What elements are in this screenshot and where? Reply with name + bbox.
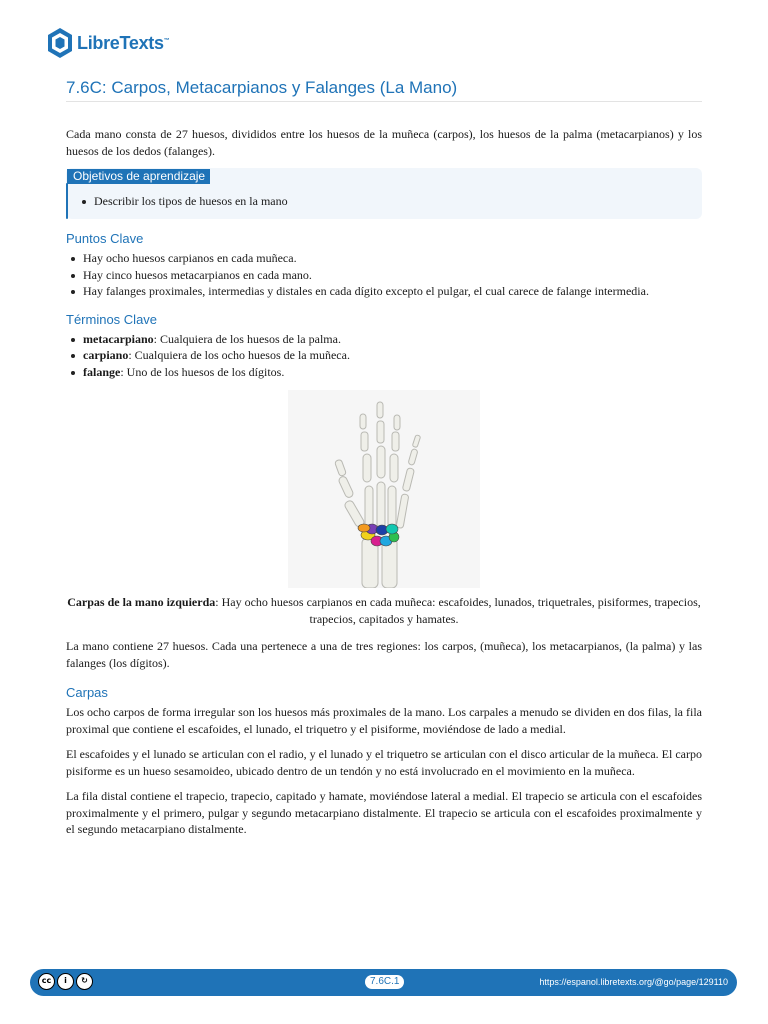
key-points-heading: Puntos Clave: [66, 231, 144, 246]
term: falange: [83, 364, 121, 379]
carpas-heading: Carpas: [66, 685, 108, 700]
caption-text: : Hay ocho huesos carpianos en cada muñeca: escafoides, lunados, triquetrales, pisiformes, trapecios, trapecios, capitados y hamates.: [215, 595, 701, 626]
hand-skeleton-figure: [288, 390, 480, 588]
sa-icon: ↻: [76, 973, 93, 990]
term: metacarpiano: [83, 331, 154, 346]
cc-icon: cc: [38, 973, 55, 990]
main-content: [66, 126, 702, 847]
page-number: 7.6C.1: [365, 975, 404, 989]
carpas-paragraph: El escafoides y el lunado se articulan con el radio, y el lunado y el triquetro se articulan con el disco articular de la muñeca. El carpo pisiforme es un hueso sesamoideo, ubicado dentro de un tendón y no está involucrado en el movimiento en la muñeca.: [66, 747, 702, 778]
figure-caption: [66, 594, 702, 627]
page-url-link[interactable]: https://espanol.libretexts.org/@go/page/129110: [539, 977, 728, 987]
logo-text: LibreTexts™: [77, 32, 170, 53]
by-icon: i: [57, 973, 74, 990]
intro-paragraph: Cada mano consta de 27 huesos, divididos entre los huesos de la muñeca (carpos), los huesos de la palma (metacarpianos) y los huesos de los dedos (falanges).: [66, 127, 702, 158]
key-term-item: [66, 331, 702, 348]
learning-objectives-box: [66, 168, 702, 219]
term: carpiano: [83, 348, 129, 362]
regions-paragraph: La mano contiene 27 huesos. Cada una pertenece a una de tres regiones: los carpos, (muñeca), los metacarpianos, (la palma) y las falanges (los dígitos).: [66, 639, 702, 670]
page-title: 7.6C: Carpos, Metacarpianos y Falanges (La Mano): [66, 78, 458, 97]
libretexts-logo-icon: [46, 27, 74, 59]
objective-item: Describir los tipos de huesos en la mano: [66, 193, 702, 210]
title-divider: [66, 101, 702, 102]
objectives-label: Objetivos de aprendizaje: [67, 169, 210, 184]
license-badge[interactable]: [38, 973, 95, 990]
key-term-item: [66, 364, 702, 381]
key-point-item: Hay cinco huesos metacarpianos en cada mano.: [66, 267, 702, 284]
term-definition: : Uno de los huesos de los dígitos.: [120, 364, 285, 379]
key-terms-heading: Términos Clave: [66, 311, 158, 327]
key-terms-list: [66, 331, 702, 381]
page-footer: [30, 969, 737, 996]
hand-skeleton-image: [288, 390, 480, 588]
key-point-item: Hay ocho huesos carpianos en cada muñeca.: [66, 250, 702, 267]
carpal-bone: [386, 524, 398, 534]
carpal-bone: [358, 524, 370, 532]
caption-title: Carpas de la mano izquierda: [67, 595, 216, 609]
key-point-item: Hay falanges proximales, intermedias y distales en cada dígito excepto el pulgar, el cual carece de falange intermedia.: [66, 283, 702, 300]
key-points-list: [66, 250, 702, 300]
term-definition: : Cualquiera de los ocho huesos de la muñeca.: [128, 348, 350, 362]
key-term-item: [66, 347, 702, 364]
term-definition: : Cualquiera de los huesos de la palma.: [153, 331, 341, 346]
carpas-paragraph: Los ocho carpos de forma irregular son los huesos más proximales de la mano. Los carpales a menudo se dividen en dos filas, la fila proximal que contiene el escafoides, el lunado, el triquetro y el pisiforme, moviéndose de lado a medial.: [66, 705, 702, 736]
objectives-list: [66, 193, 702, 210]
libretexts-logo[interactable]: [46, 27, 169, 59]
carpas-paragraph: La fila distal contiene el trapecio, trapecio, capitado y hamate, moviéndose lateral a medial. El trapecio se articula con el escafoides proximalmente y el primero, pulgar y segundo metacarpiano distalmente. El trapecio se articula con el escafoides proximalmente y el segundo metacarpiano distalmente.: [66, 789, 702, 836]
